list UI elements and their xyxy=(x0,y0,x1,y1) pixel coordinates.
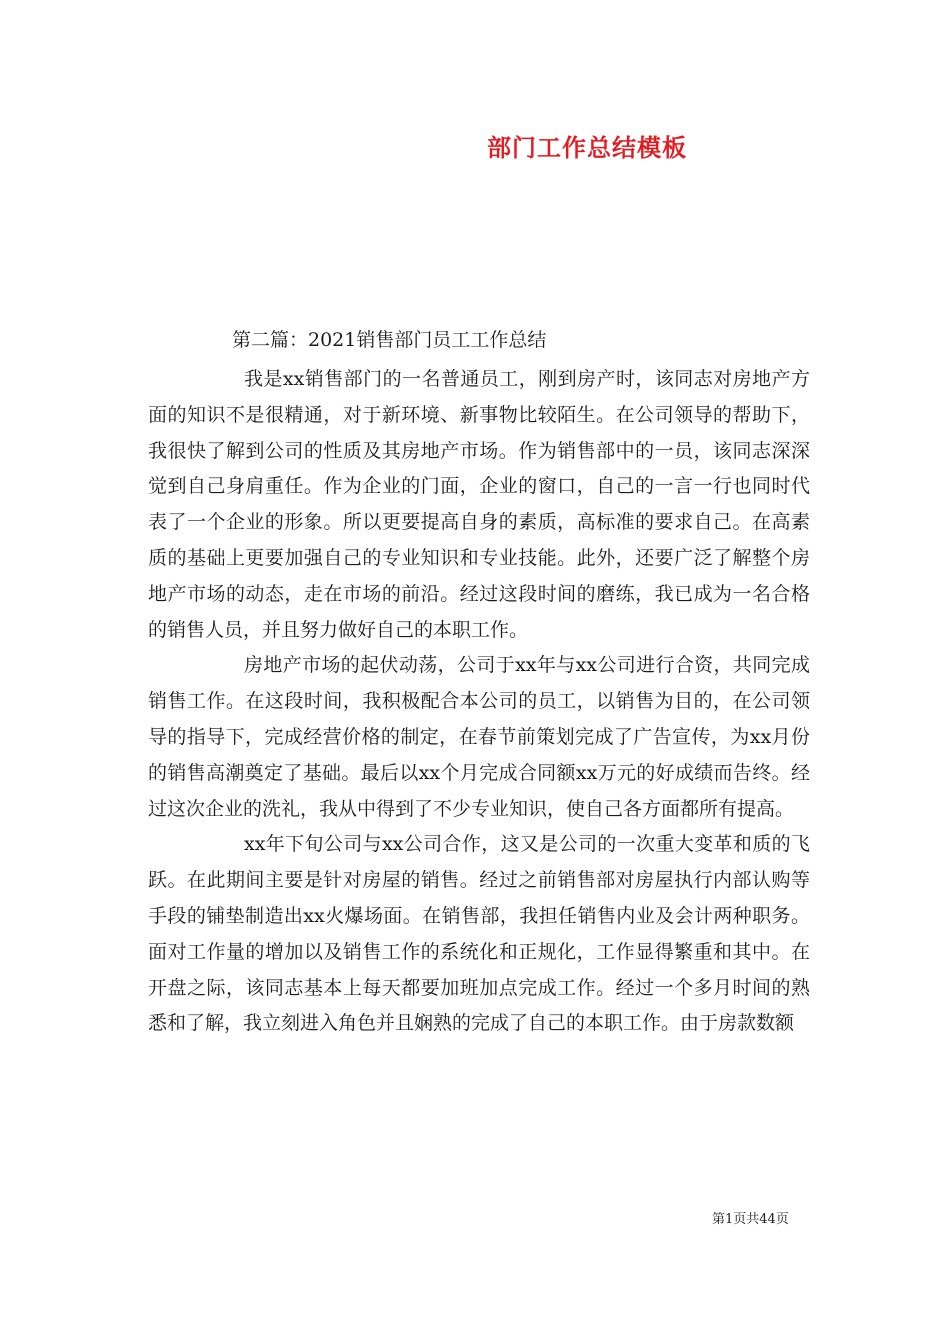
document-title: 部门工作总结模板 xyxy=(487,133,687,162)
paragraph: 我是xx销售部门的一名普通员工，刚到房产时，该同志对房地产方面的知识不是很精通，对于新环境、新事物比较陌生。在公司领导的帮助下，我很快了解到公司的性质及其房地产市场。作为销售部中的一员，该同志深深觉到自己身肩重任。作为企业的门面，企业的窗口，自己的一言一行也同时代表了一个企业的形象。所以更要提高自身的素质，高标准的要求自己。在高素质的基础上更要加强自己的专业知识和专业技能。此外，还要广泛了解整个房地产市场的动态，走在市场的前沿。经过这段时间的磨练，我已成为一名合格的销售人员，并且努力做好自己的本职工作。 xyxy=(148,368,810,641)
paragraph: 房地产市场的起伏动荡，公司于xx年与xx公司进行合资，共同完成销售工作。在这段时间，我积极配合本公司的员工，以销售为目的，在公司领导的指导下，完成经营价格的制定，在春节前策划完成了广告宣传，为xx月份的销售高潮奠定了基础。最后以xx个月完成合同额xx万元的好成绩而告终。经过这次企业的洗礼，我从中得到了不少专业知识，使自己各方面都所有提高。 xyxy=(148,654,810,820)
document-body xyxy=(148,362,810,1042)
page-number-footer: 第1页共44页 xyxy=(712,1212,789,1227)
paragraph: xx年下旬公司与xx公司合作，这又是公司的一次重大变革和质的飞跃。在此期间主要是针对房屋的销售。经过之前销售部对房屋执行内部认购等手段的铺垫制造出xx火爆场面。在销售部，我担任销售内业及会计两种职务。面对工作量的增加以及销售工作的系统化和正规化，工作显得繁重和其中。在开盘之际，该同志基本上每天都要加班加点完成工作。经过一个多月时间的熟悉和了解，我立刻进入角色并且娴熟的完成了自己的本职工作。由于房款数额 xyxy=(148,833,810,1035)
section-heading: 第二篇：2021销售部门员工工作总结 xyxy=(232,329,547,351)
